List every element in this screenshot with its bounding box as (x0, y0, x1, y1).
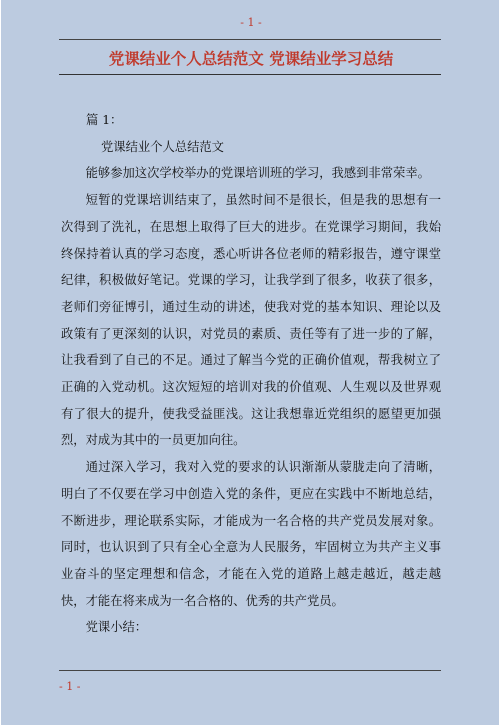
section-label: 篇 1： (86, 113, 123, 127)
paragraph-3: 通过深入学习，我对入党的要求的认识渐渐从蒙胧走向了清晰，明白了不仅要在学习中创造入党的条件，更应在实践中不断地总结，不断进步，理论联系实际，才能成为一名合格的共产党员发展对象。同时，也认识到了只有全心全意为人民服务，牢固树立为共产主义事业奋斗的坚定理想和信念，才能在入党的道路上越走越近，越走越快，才能在将来成为一名合格的、优秀的共产党员。 (61, 460, 441, 608)
title-rule (59, 74, 441, 75)
header-rule (59, 39, 441, 40)
section-title: 党课结业个人总结范文 (101, 139, 224, 154)
paragraph-1: 能够参加这次学校举办的党课培训班的学习，我感到非常荣幸。 (85, 166, 430, 181)
footer-page-number: - 1 - (59, 680, 81, 693)
header-page-number: - 1 - (240, 16, 262, 29)
footer-rule (59, 670, 441, 671)
closing-label: 党课小结： (85, 620, 148, 635)
document-body (61, 107, 441, 641)
document-title: 党课结业个人总结范文 党课结业学习总结 (108, 49, 394, 68)
paragraph-2: 短暂的党课培训结束了，虽然时间不是很长，但是我的思想有一次得到了洗礼，在思想上取得了巨大的进步。在党课学习期间，我始终保持着认真的学习态度，悉心听讲各位老师的精彩报告，遵守课堂纪律，积极做好笔记。党课的学习，让我学到了很多，收获了很多，老师们旁征博引，通过生动的讲述，使我对党的基本知识、理论以及政策有了更深刻的认识，对党员的素质、责任等有了进一步的了解，让我看到了自己的不足。通过了解当今党的正确价值观，帮我树立了正确的入党动机。这次短短的培训对我的价值观、人生观以及世界观有了很大的提升，使我受益匪浅。这让我想靠近党组织的愿望更加强烈，对成为其中的一员更加向往。 (61, 193, 441, 448)
